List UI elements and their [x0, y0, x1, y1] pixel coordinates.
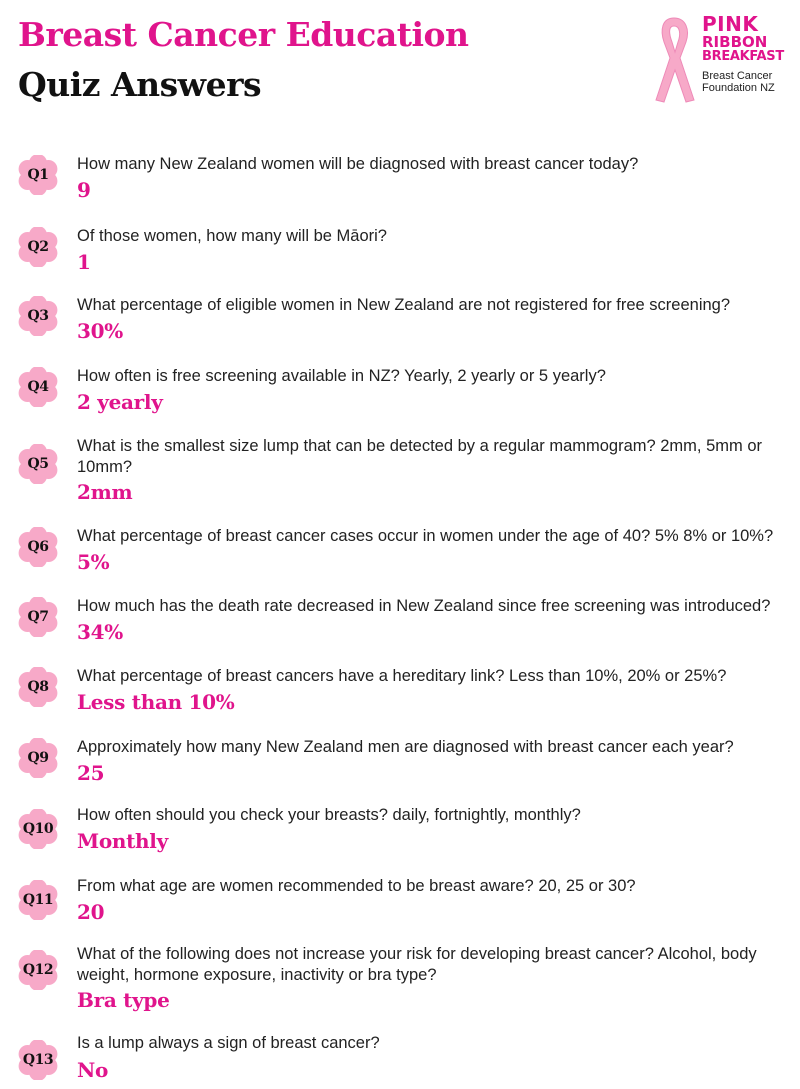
question-number: Q6 [27, 539, 49, 555]
question-text: How often is free screening available in NZ? Yearly, 2 yearly or 5 yearly? [77, 367, 606, 385]
answer-text: No [77, 1058, 109, 1082]
flower-badge [18, 597, 58, 637]
logo-text-pink: PINK [702, 12, 759, 36]
question-number: Q8 [27, 679, 49, 695]
flower-badge [18, 880, 58, 920]
pink-ribbon-icon [648, 14, 700, 104]
answer-text: 34% [77, 620, 123, 644]
question-text: Approximately how many New Zealand men are diagnosed with breast cancer each year? [77, 738, 734, 756]
question-text: How many New Zealand women will be diagnosed with breast cancer today? [77, 155, 639, 173]
flower-badge [18, 667, 58, 707]
question-text: From what age are women recommended to be breast aware? 20, 25 or 30? [77, 877, 636, 895]
flower-badge [18, 809, 58, 849]
answer-text: 9 [77, 178, 91, 202]
question-number: Q12 [22, 962, 54, 978]
answer-text: 1 [77, 250, 91, 274]
flower-badge [18, 227, 58, 267]
answer-text: 20 [77, 900, 105, 924]
logo-subtitle-line1: Breast Cancer [702, 70, 773, 82]
flower-badge [18, 155, 58, 195]
answer-text: Less than 10% [77, 690, 235, 714]
question-number: Q4 [27, 379, 49, 395]
question-text: How much has the death rate decreased in New Zealand since free screening was introduced? [77, 597, 771, 615]
flower-badge [18, 950, 58, 990]
answer-text: 2 yearly [77, 390, 163, 414]
flower-badge [18, 1040, 58, 1080]
question-number: Q1 [27, 167, 49, 183]
answer-text: Bra type [77, 988, 170, 1012]
answer-text: Monthly [77, 829, 168, 853]
question-number: Q9 [27, 750, 49, 766]
question-number: Q3 [27, 308, 49, 324]
question-text: What percentage of breast cancers have a hereditary link? Less than 10%, 20% or 25%? [77, 667, 727, 685]
question-number: Q13 [22, 1052, 54, 1068]
answer-text: 30% [77, 319, 123, 343]
flower-badge [18, 738, 58, 778]
question-text: How often should you check your breasts? daily, fortnightly, monthly? [77, 806, 581, 824]
logo-text-ribbon: RIBBON [702, 33, 768, 51]
page-title: Breast Cancer Education [18, 15, 469, 54]
question-number: Q5 [27, 456, 49, 472]
question-number: Q7 [27, 609, 49, 625]
question-text: What percentage of breast cancer cases occur in women under the age of 40? 5% 8% or 10%? [77, 527, 774, 545]
page-subtitle: Quiz Answers [18, 65, 262, 104]
flower-badge [18, 444, 58, 484]
question-number: Q11 [22, 892, 54, 908]
question-text: Of those women, how many will be Māori? [77, 227, 387, 245]
flower-badge [18, 527, 58, 567]
flower-badge [18, 367, 58, 407]
question-number: Q2 [27, 239, 49, 255]
question-text: What is the smallest size lump that can be detected by a regular mammogram? 2mm, 5mm or 10mm? [77, 437, 763, 476]
answer-text: 2mm [77, 480, 133, 504]
answer-text: 5% [77, 550, 110, 574]
pink-ribbon-breakfast-logo [648, 14, 788, 104]
flower-badge [18, 296, 58, 336]
answer-text: 25 [77, 761, 105, 785]
question-text: What percentage of eligible women in New Zealand are not registered for free screening? [77, 296, 731, 314]
question-number: Q10 [22, 821, 54, 837]
question-text: Is a lump always a sign of breast cancer? [77, 1034, 380, 1052]
logo-text-breakfast: BREAKFAST [702, 49, 784, 64]
logo-subtitle-line2: Foundation NZ [702, 82, 775, 94]
question-text: What of the following does not increase your risk for developing breast cancer? Alcohol, body weight, hormone exposure, inactivity or bra type? [77, 945, 757, 984]
